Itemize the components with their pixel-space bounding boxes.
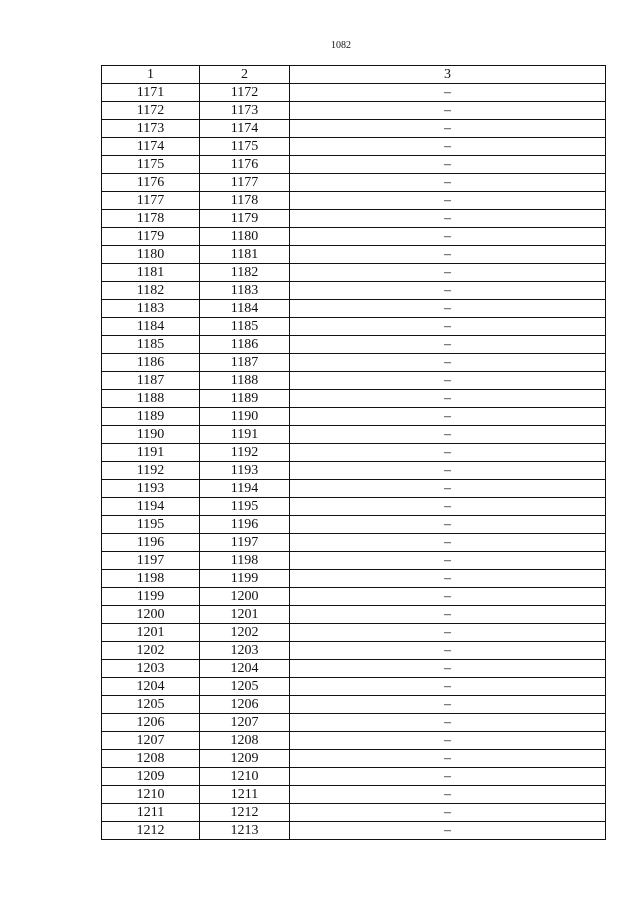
col-2-cell: 1174 — [200, 120, 290, 138]
col-3-cell: – — [290, 768, 606, 786]
table-row — [102, 138, 606, 156]
col-3-cell: – — [290, 462, 606, 480]
table-row — [102, 786, 606, 804]
col-1-cell: 1182 — [102, 282, 200, 300]
col-2-cell: 1204 — [200, 660, 290, 678]
col-1-cell: 1177 — [102, 192, 200, 210]
table-row — [102, 318, 606, 336]
table-row — [102, 642, 606, 660]
col-2-cell: 1176 — [200, 156, 290, 174]
col-1-cell: 1192 — [102, 462, 200, 480]
col-2-cell: 1186 — [200, 336, 290, 354]
col-2-cell: 1208 — [200, 732, 290, 750]
table-row — [102, 174, 606, 192]
col-2-cell: 1178 — [200, 192, 290, 210]
table-row — [102, 120, 606, 138]
col-1-cell: 1179 — [102, 228, 200, 246]
col-2-cell: 1199 — [200, 570, 290, 588]
col-3-cell: – — [290, 372, 606, 390]
col-1-cell: 1203 — [102, 660, 200, 678]
col-1-cell: 1198 — [102, 570, 200, 588]
col-3-cell: – — [290, 174, 606, 192]
table-row — [102, 624, 606, 642]
col-3-cell: – — [290, 624, 606, 642]
col-3-cell: – — [290, 570, 606, 588]
col-3-cell: – — [290, 696, 606, 714]
table-row — [102, 822, 606, 840]
col-1-cell: 1196 — [102, 534, 200, 552]
table-row — [102, 498, 606, 516]
col-1-cell: 1202 — [102, 642, 200, 660]
col-1-cell: 1197 — [102, 552, 200, 570]
table-row — [102, 750, 606, 768]
col-2-cell: 1198 — [200, 552, 290, 570]
table-row — [102, 282, 606, 300]
col-1-cell: 1175 — [102, 156, 200, 174]
column-header-1: 1 — [102, 66, 200, 84]
col-3-cell: – — [290, 336, 606, 354]
col-3-cell: – — [290, 660, 606, 678]
col-1-cell: 1190 — [102, 426, 200, 444]
table-row — [102, 768, 606, 786]
col-3-cell: – — [290, 120, 606, 138]
col-1-cell: 1209 — [102, 768, 200, 786]
col-3-cell: – — [290, 552, 606, 570]
col-2-cell: 1182 — [200, 264, 290, 282]
col-2-cell: 1206 — [200, 696, 290, 714]
col-1-cell: 1212 — [102, 822, 200, 840]
col-2-cell: 1173 — [200, 102, 290, 120]
col-3-cell: – — [290, 138, 606, 156]
col-3-cell: – — [290, 354, 606, 372]
table-row — [102, 732, 606, 750]
table-row — [102, 390, 606, 408]
col-2-cell: 1187 — [200, 354, 290, 372]
table-row — [102, 408, 606, 426]
column-header-3: 3 — [290, 66, 606, 84]
col-1-cell: 1176 — [102, 174, 200, 192]
col-1-cell: 1206 — [102, 714, 200, 732]
table-row — [102, 480, 606, 498]
table-row — [102, 570, 606, 588]
table-row — [102, 354, 606, 372]
col-1-cell: 1185 — [102, 336, 200, 354]
col-1-cell: 1211 — [102, 804, 200, 822]
col-2-cell: 1175 — [200, 138, 290, 156]
col-2-cell: 1211 — [200, 786, 290, 804]
col-3-cell: – — [290, 534, 606, 552]
col-2-cell: 1203 — [200, 642, 290, 660]
table-row — [102, 678, 606, 696]
table-row — [102, 660, 606, 678]
col-1-cell: 1183 — [102, 300, 200, 318]
col-3-cell: – — [290, 84, 606, 102]
table-header — [102, 66, 606, 84]
col-1-cell: 1199 — [102, 588, 200, 606]
page-number: 1082 — [331, 40, 351, 51]
table-row — [102, 804, 606, 822]
col-2-cell: 1194 — [200, 480, 290, 498]
col-3-cell: – — [290, 390, 606, 408]
col-3-cell: – — [290, 228, 606, 246]
table-row — [102, 210, 606, 228]
table-row — [102, 606, 606, 624]
col-2-cell: 1212 — [200, 804, 290, 822]
col-1-cell: 1195 — [102, 516, 200, 534]
col-2-cell: 1183 — [200, 282, 290, 300]
data-table — [101, 65, 606, 840]
col-2-cell: 1196 — [200, 516, 290, 534]
table-row — [102, 552, 606, 570]
col-1-cell: 1188 — [102, 390, 200, 408]
table-row — [102, 264, 606, 282]
col-1-cell: 1200 — [102, 606, 200, 624]
col-3-cell: – — [290, 264, 606, 282]
col-2-cell: 1172 — [200, 84, 290, 102]
col-2-cell: 1188 — [200, 372, 290, 390]
col-3-cell: – — [290, 426, 606, 444]
col-3-cell: – — [290, 318, 606, 336]
col-3-cell: – — [290, 282, 606, 300]
col-2-cell: 1209 — [200, 750, 290, 768]
table-row — [102, 534, 606, 552]
col-1-cell: 1178 — [102, 210, 200, 228]
col-2-cell: 1207 — [200, 714, 290, 732]
col-1-cell: 1186 — [102, 354, 200, 372]
col-1-cell: 1187 — [102, 372, 200, 390]
col-3-cell: – — [290, 732, 606, 750]
col-3-cell: – — [290, 822, 606, 840]
col-3-cell: – — [290, 102, 606, 120]
col-2-cell: 1180 — [200, 228, 290, 246]
col-1-cell: 1181 — [102, 264, 200, 282]
col-3-cell: – — [290, 444, 606, 462]
table-row — [102, 426, 606, 444]
col-2-cell: 1189 — [200, 390, 290, 408]
col-2-cell: 1181 — [200, 246, 290, 264]
col-2-cell: 1205 — [200, 678, 290, 696]
table-row — [102, 588, 606, 606]
table-row — [102, 336, 606, 354]
col-1-cell: 1207 — [102, 732, 200, 750]
table-row — [102, 300, 606, 318]
col-1-cell: 1184 — [102, 318, 200, 336]
col-1-cell: 1194 — [102, 498, 200, 516]
col-2-cell: 1185 — [200, 318, 290, 336]
col-1-cell: 1193 — [102, 480, 200, 498]
col-2-cell: 1195 — [200, 498, 290, 516]
table-row — [102, 462, 606, 480]
col-1-cell: 1189 — [102, 408, 200, 426]
col-1-cell: 1204 — [102, 678, 200, 696]
table-row — [102, 372, 606, 390]
col-3-cell: – — [290, 516, 606, 534]
col-3-cell: – — [290, 606, 606, 624]
col-1-cell: 1174 — [102, 138, 200, 156]
col-3-cell: – — [290, 642, 606, 660]
col-1-cell: 1191 — [102, 444, 200, 462]
col-3-cell: – — [290, 192, 606, 210]
col-2-cell: 1201 — [200, 606, 290, 624]
table-row — [102, 714, 606, 732]
table-row — [102, 246, 606, 264]
col-2-cell: 1177 — [200, 174, 290, 192]
col-2-cell: 1193 — [200, 462, 290, 480]
col-3-cell: – — [290, 246, 606, 264]
table-row — [102, 228, 606, 246]
table-row — [102, 192, 606, 210]
col-1-cell: 1172 — [102, 102, 200, 120]
col-3-cell: – — [290, 588, 606, 606]
table-row — [102, 696, 606, 714]
table-row — [102, 102, 606, 120]
header-row — [102, 66, 606, 84]
col-3-cell: – — [290, 786, 606, 804]
col-2-cell: 1184 — [200, 300, 290, 318]
column-header-2: 2 — [200, 66, 290, 84]
col-1-cell: 1173 — [102, 120, 200, 138]
col-2-cell: 1213 — [200, 822, 290, 840]
table-row — [102, 516, 606, 534]
table-row — [102, 84, 606, 102]
table-row — [102, 444, 606, 462]
col-3-cell: – — [290, 498, 606, 516]
col-1-cell: 1208 — [102, 750, 200, 768]
col-3-cell: – — [290, 804, 606, 822]
table-row — [102, 156, 606, 174]
col-2-cell: 1197 — [200, 534, 290, 552]
col-1-cell: 1180 — [102, 246, 200, 264]
col-3-cell: – — [290, 300, 606, 318]
col-3-cell: – — [290, 210, 606, 228]
col-3-cell: – — [290, 750, 606, 768]
col-3-cell: – — [290, 480, 606, 498]
col-3-cell: – — [290, 714, 606, 732]
col-1-cell: 1210 — [102, 786, 200, 804]
col-2-cell: 1190 — [200, 408, 290, 426]
col-1-cell: 1201 — [102, 624, 200, 642]
col-3-cell: – — [290, 408, 606, 426]
col-2-cell: 1210 — [200, 768, 290, 786]
col-3-cell: – — [290, 156, 606, 174]
col-1-cell: 1171 — [102, 84, 200, 102]
col-3-cell: – — [290, 678, 606, 696]
col-1-cell: 1205 — [102, 696, 200, 714]
col-2-cell: 1192 — [200, 444, 290, 462]
col-2-cell: 1179 — [200, 210, 290, 228]
col-2-cell: 1191 — [200, 426, 290, 444]
col-2-cell: 1202 — [200, 624, 290, 642]
col-2-cell: 1200 — [200, 588, 290, 606]
table-body — [102, 84, 606, 840]
